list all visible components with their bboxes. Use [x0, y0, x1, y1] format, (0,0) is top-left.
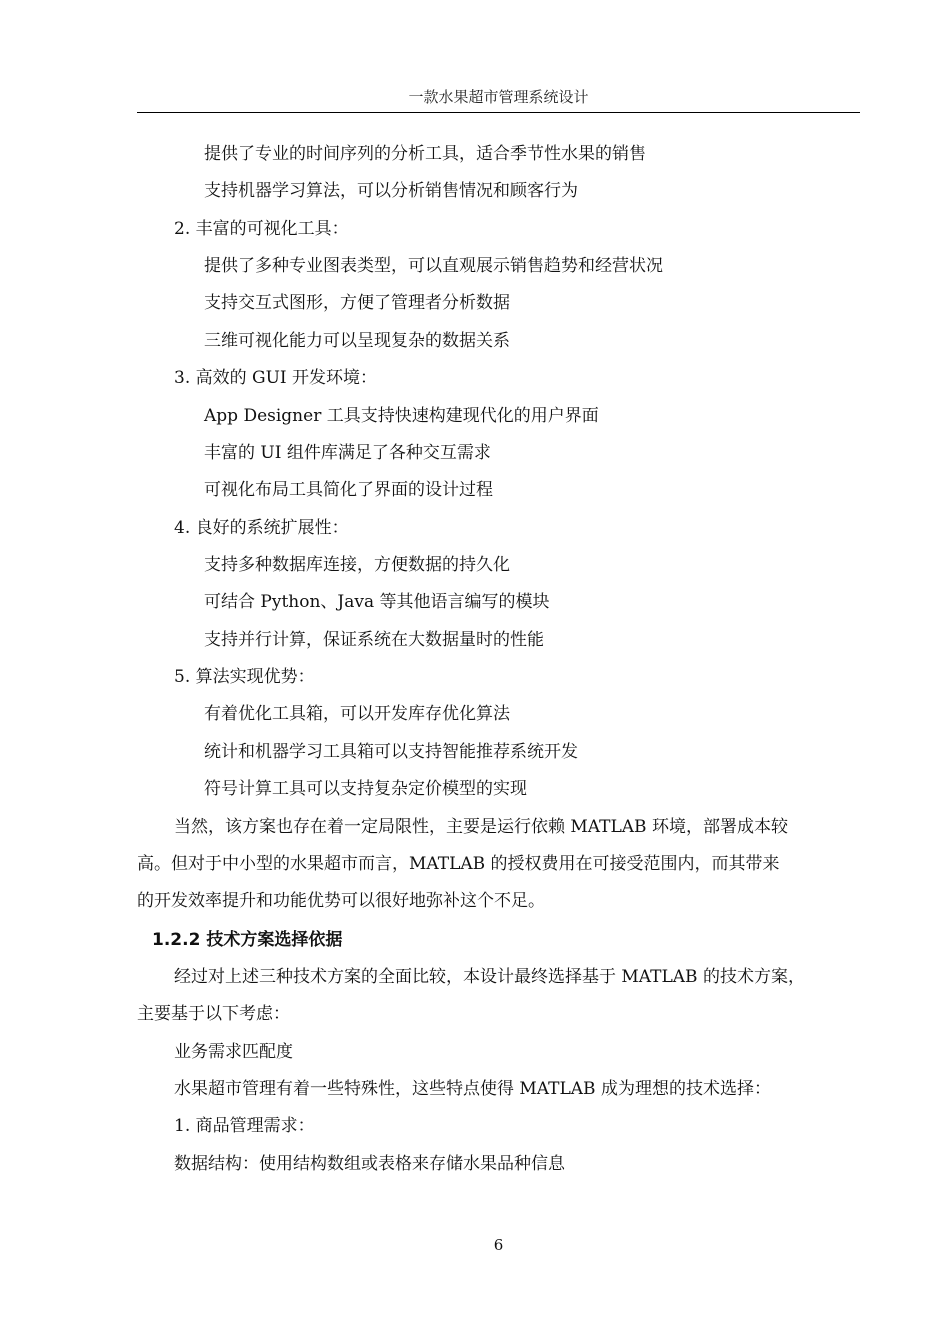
list-item: 支持多种数据库连接，方便数据的持久化 [204, 555, 510, 575]
list-item: 可结合 Python、Java 等其他语言编写的模块 [204, 592, 550, 612]
paragraph-line: 高。但对于中小型的水果超市而言，MATLAB 的授权费用在可接受范围内，而其带来 [137, 854, 780, 874]
list-heading: 2. 丰富的可视化工具： [174, 219, 349, 239]
section-heading: 1.2.2 技术方案选择依据 [152, 930, 343, 950]
paragraph-line: 业务需求匹配度 [174, 1042, 293, 1062]
paragraph-line: 当然，该方案也存在着一定局限性，主要是运行依赖 MATLAB 环境，部署成本较 [174, 817, 788, 837]
list-heading: 4. 良好的系统扩展性： [174, 518, 349, 538]
list-item: 支持机器学习算法，可以分析销售情况和顾客行为 [204, 181, 578, 201]
page-number: 6 [493, 1236, 504, 1254]
list-item: App Designer 工具支持快速构建现代化的用户界面 [204, 406, 599, 426]
paragraph-line: 经过对上述三种技术方案的全面比较，本设计最终选择基于 MATLAB 的技术方案， [174, 967, 805, 987]
list-item: 支持并行计算，保证系统在大数据量时的性能 [204, 630, 544, 650]
list-item: 符号计算工具可以支持复杂定价模型的实现 [204, 779, 527, 799]
list-item: 提供了专业的时间序列的分析工具，适合季节性水果的销售 [204, 144, 646, 164]
list-item: 丰富的 UI 组件库满足了各种交互需求 [204, 443, 491, 463]
list-item: 可视化布局工具简化了界面的设计过程 [204, 480, 493, 500]
list-heading: 1. 商品管理需求： [174, 1116, 315, 1136]
list-heading: 5. 算法实现优势： [174, 667, 315, 687]
list-item: 统计和机器学习工具箱可以支持智能推荐系统开发 [204, 742, 578, 762]
paragraph-line: 数据结构：使用结构数组或表格来存储水果品种信息 [174, 1154, 565, 1174]
paragraph-line: 主要基于以下考虑： [137, 1004, 290, 1024]
list-item: 提供了多种专业图表类型，可以直观展示销售趋势和经营状况 [204, 256, 663, 276]
header-divider [137, 112, 860, 113]
running-header: 一款水果超市管理系统设计 [408, 88, 589, 106]
paragraph-line: 的开发效率提升和功能优势可以很好地弥补这个不足。 [137, 891, 545, 911]
list-item: 支持交互式图形，方便了管理者分析数据 [204, 293, 510, 313]
list-heading: 3. 高效的 GUI 开发环境： [174, 368, 378, 388]
list-item: 有着优化工具箱，可以开发库存优化算法 [204, 704, 510, 724]
list-item: 三维可视化能力可以呈现复杂的数据关系 [204, 331, 510, 351]
paragraph-line: 水果超市管理有着一些特殊性，这些特点使得 MATLAB 成为理想的技术选择： [174, 1079, 771, 1099]
